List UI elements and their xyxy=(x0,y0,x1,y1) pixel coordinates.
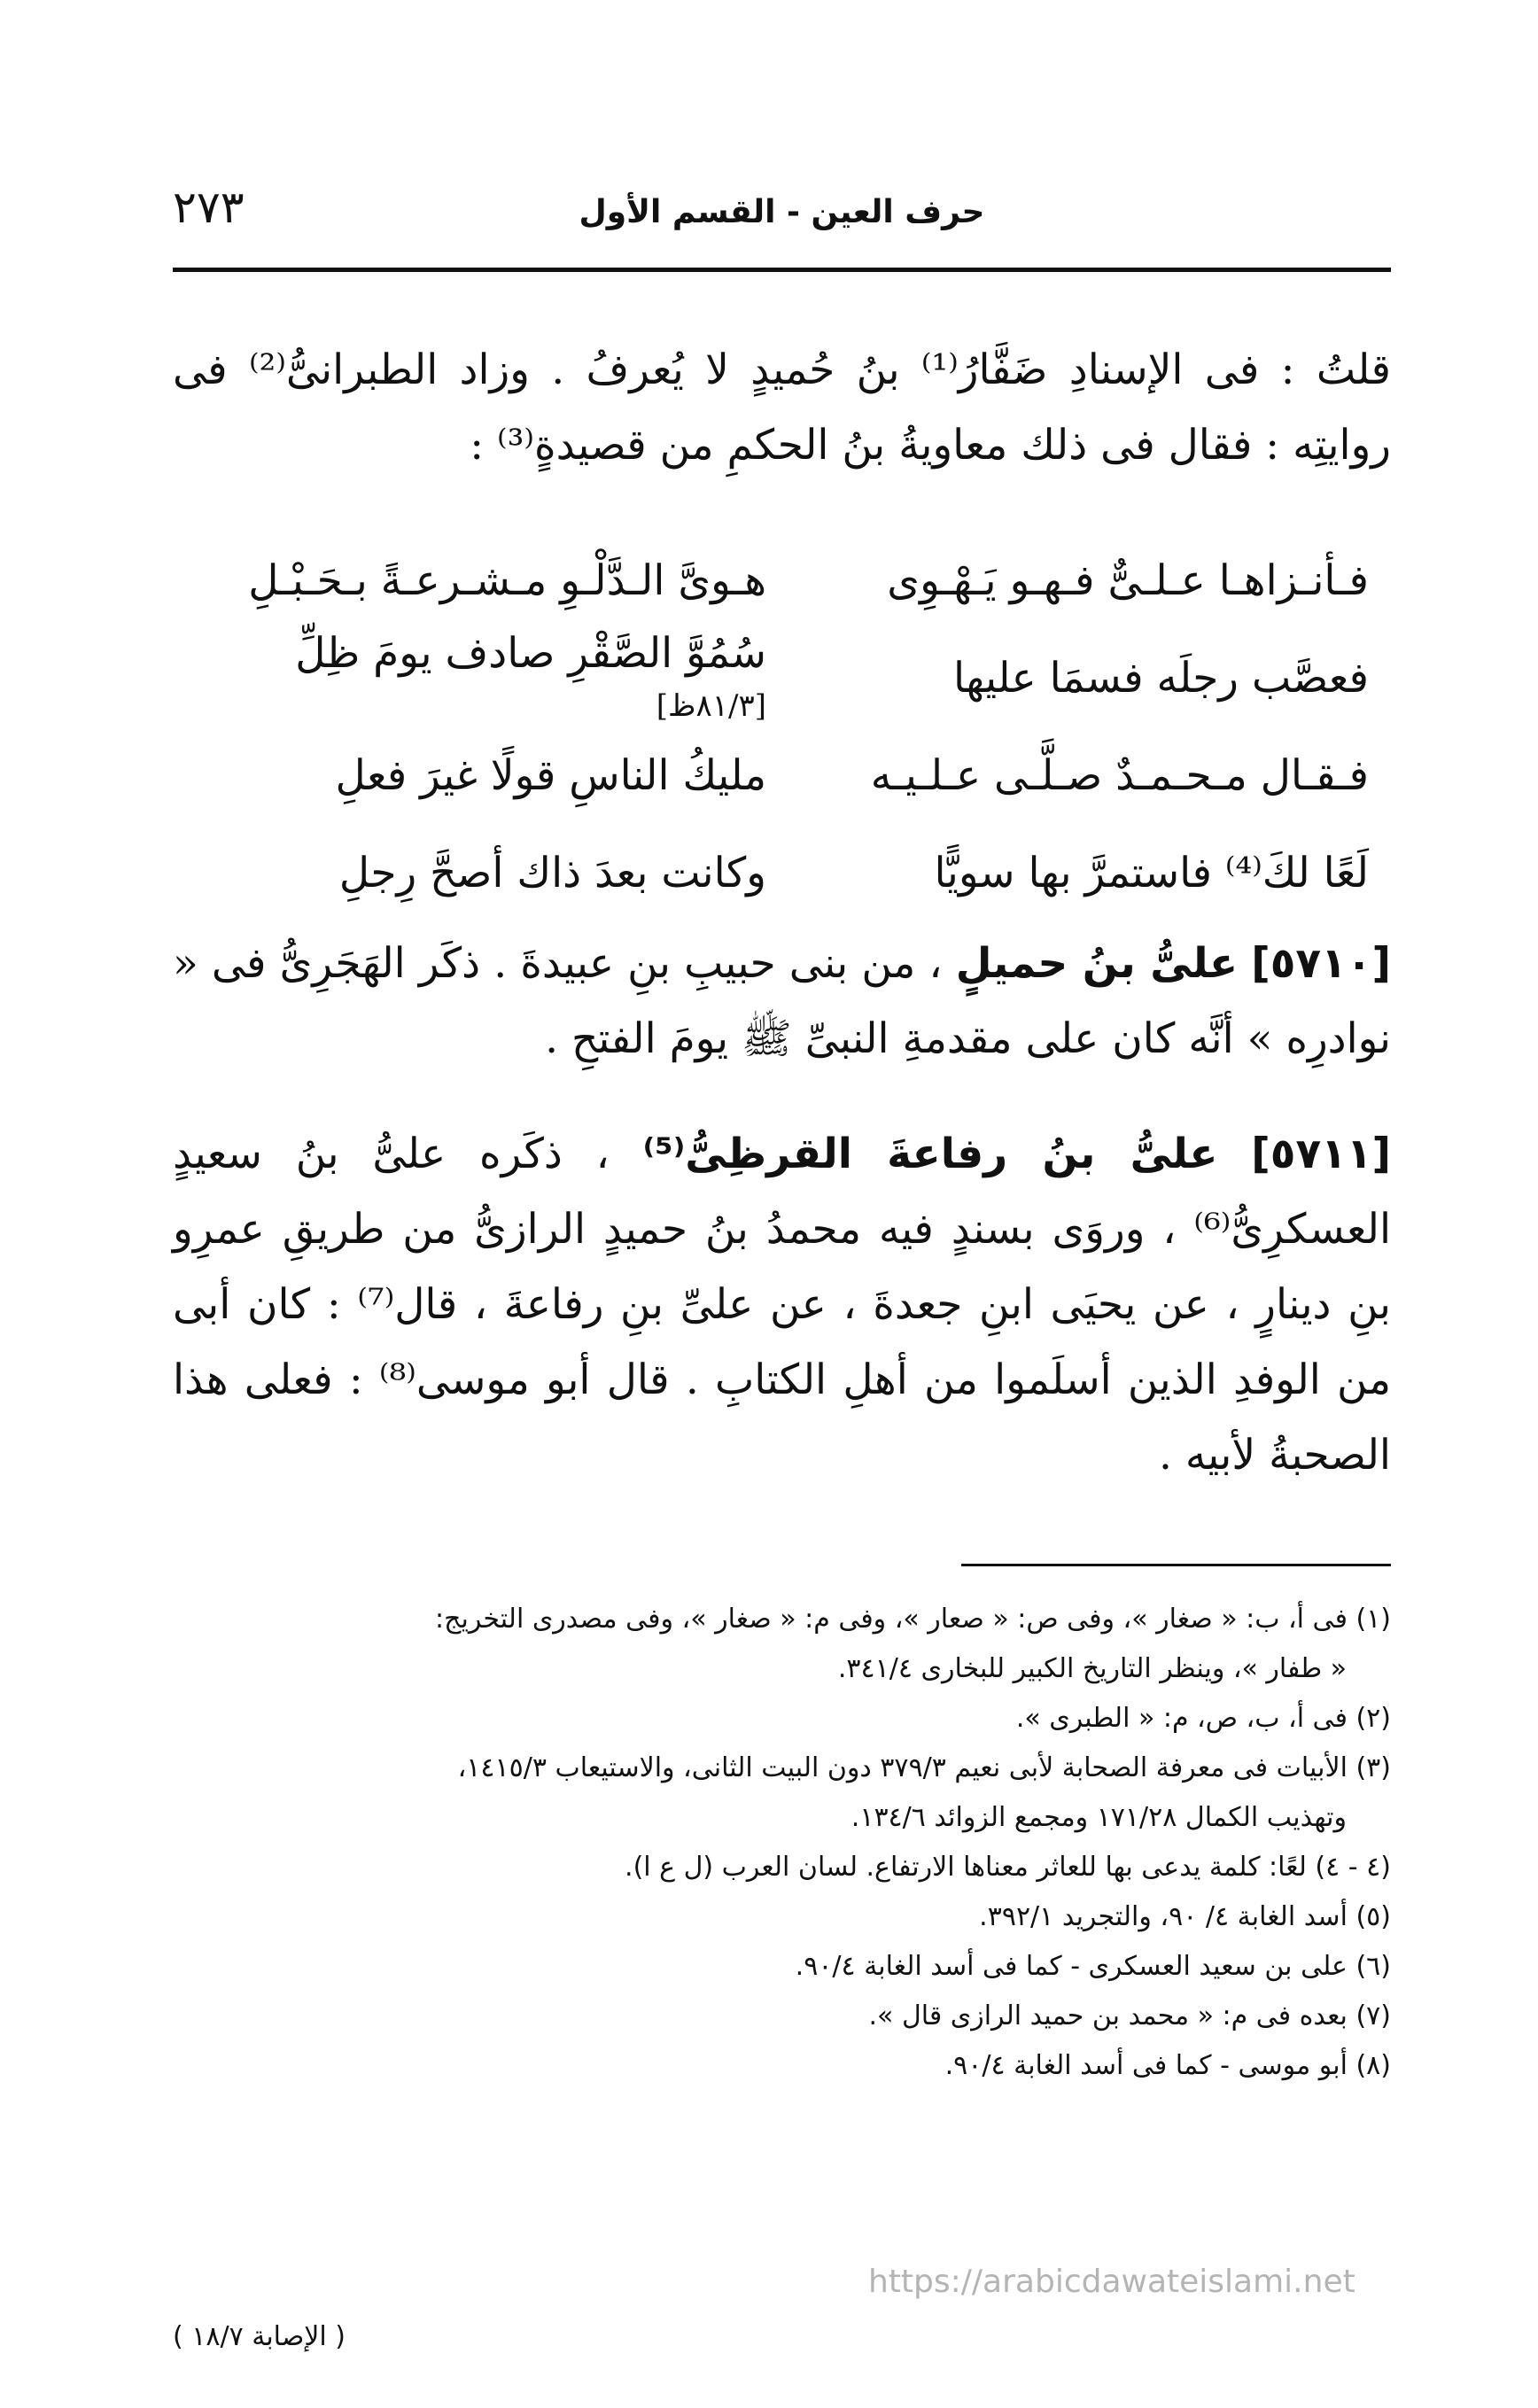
verse-row xyxy=(199,824,1369,921)
footnote-5: (٥) أسد الغابة ٤/ ٩٠، والتجريد ٣٩٢/١. xyxy=(979,1901,1391,1932)
intro-paragraph: قلتُ : فى الإسنادِ ضَفَّارُ⁽¹⁾ بنُ حُميدٍ لا يُعرفُ . وزاد الطبرانىُّ⁽²⁾ فى روايتِه : فقال فى ذلك معاويةُ بنُ الحكمِ من قصيدةٍ⁽³⁾ : xyxy=(173,346,1391,470)
entry-5711 xyxy=(173,1116,1391,1493)
manuscript-folio-ref: [٨١/٣ظ] xyxy=(656,688,766,724)
verse-first-hemistich: لَعًا لكَ⁽⁴⁾ فاستمرَّ بها سويًّا xyxy=(934,848,1369,897)
poem-verses xyxy=(199,532,1369,921)
page-header xyxy=(173,182,1391,244)
source-watermark: https://arabicdawateislami.net xyxy=(868,2264,1355,2300)
entry-name: علىُّ بنُ حميلٍ xyxy=(955,939,1239,988)
verse-row xyxy=(199,532,1369,629)
footnote-2: (٢) فى أ، ب، ص، م: « الطبرى ». xyxy=(1015,1703,1391,1734)
verse-first-hemistich: فعصَّب رجلَه فسمَا عليها xyxy=(952,653,1369,703)
footnote-8: (٨) أبو موسى - كما فى أسد الغابة ٩٠/٤. xyxy=(944,2050,1391,2081)
verse-second-hemistich: هـوىَّ الـدَّلْـوِ مـشـرعـةً بـحَـبْـلِ xyxy=(248,555,766,605)
volume-signature: ( الإصابة ١٨/٧ ) xyxy=(173,2321,346,2352)
verse-row xyxy=(199,726,1369,824)
footnote-1: (١) فى أ، ب: « صغار »، وفى ص: « صعار »، وفى م: « صغار »، وفى مصدرى التخريج: « طفار »، وينظر التاريخ الكبير للبخارى ٣٤١/٤. xyxy=(435,1604,1391,1684)
entry-5710 xyxy=(173,926,1391,1076)
verse-second-hemistich: مليكُ الناسِ قولًا غيرَ فعلِ xyxy=(335,750,766,800)
running-title: حرف العين - القسم الأول xyxy=(579,194,985,230)
verse-second-hemistich: وكانت بعدَ ذاك أصحَّ رِجلِ xyxy=(338,848,766,897)
entry-text: ، من بنى حبيبِ بنِ عبيدةَ . ذكَر الهَجَرِىُّ فى « نوادرِه » أنَّه كان على مقدمةِ النبىِّ ﷺ يومَ الفتحِ . xyxy=(173,939,1391,1063)
entry-text: ، ذكَره علىُّ بنُ سعيدٍ العسكرِىُّ⁽⁶⁾ ، وروَى بسندٍ فيه محمدُ بنُ حميدٍ الرازىُّ من طريقِ عمرِو بنِ دينارٍ ، عن يحيَى ابنِ جعدةَ ، عن علىِّ بنِ رفاعةَ ، قال⁽⁷⁾ : كان أبى من الوفدِ الذين أسلَموا من أهلِ الكتابِ . قال أبو موسى⁽⁸⁾ : فعلى هذا الصحبةُ لأبيه . xyxy=(173,1130,1391,1480)
footnotes xyxy=(173,1595,1391,2091)
verse-first-hemistich: فـقـال مـحـمـدٌ صـلَّـى عـلـيـه xyxy=(870,750,1369,800)
verse-first-hemistich: فـأنـزاهـا عـلـىٌّ فـهـو يَـهْـوِى xyxy=(887,555,1369,605)
footnote-4: (٤ - ٤) لعًا: كلمة يدعى بها للعاثر معناها الارتفاع. لسان العرب (ل ع ا). xyxy=(625,1852,1391,1883)
footnote-6: (٦) على بن سعيد العسكرى - كما فى أسد الغابة ٩٠/٤. xyxy=(795,1951,1391,1982)
entry-number: [٥٧١٠] xyxy=(1251,939,1391,988)
entry-number: [٥٧١١] xyxy=(1251,1130,1391,1178)
verse-second-hemistich: سُمُوَّ الصَّقْرِ صادف يومَ ظِلِّ [٨١/٣ظ] xyxy=(295,629,766,724)
footnote-3: (٣) الأبيات فى معرفة الصحابة لأبى نعيم ٣٧٩/٣ دون البيت الثانى، والاستيعاب ١٤١٥/٣، وتهذيب الكمال ١٧١/٢٨ ومجمع الزوائد ١٣٤/٦. xyxy=(457,1752,1391,1833)
header-rule xyxy=(173,268,1391,272)
verse-row xyxy=(199,629,1369,726)
page-number: ٢٧٣ xyxy=(173,182,245,233)
entry-name: علىُّ بنُ رفاعةَ القرظِىُّ⁽⁵⁾ xyxy=(642,1130,1218,1178)
footnote-separator xyxy=(961,1564,1391,1566)
footnote-7: (٧) بعده فى م: « محمد بن حميد الرازى قال ». xyxy=(868,2000,1391,2031)
